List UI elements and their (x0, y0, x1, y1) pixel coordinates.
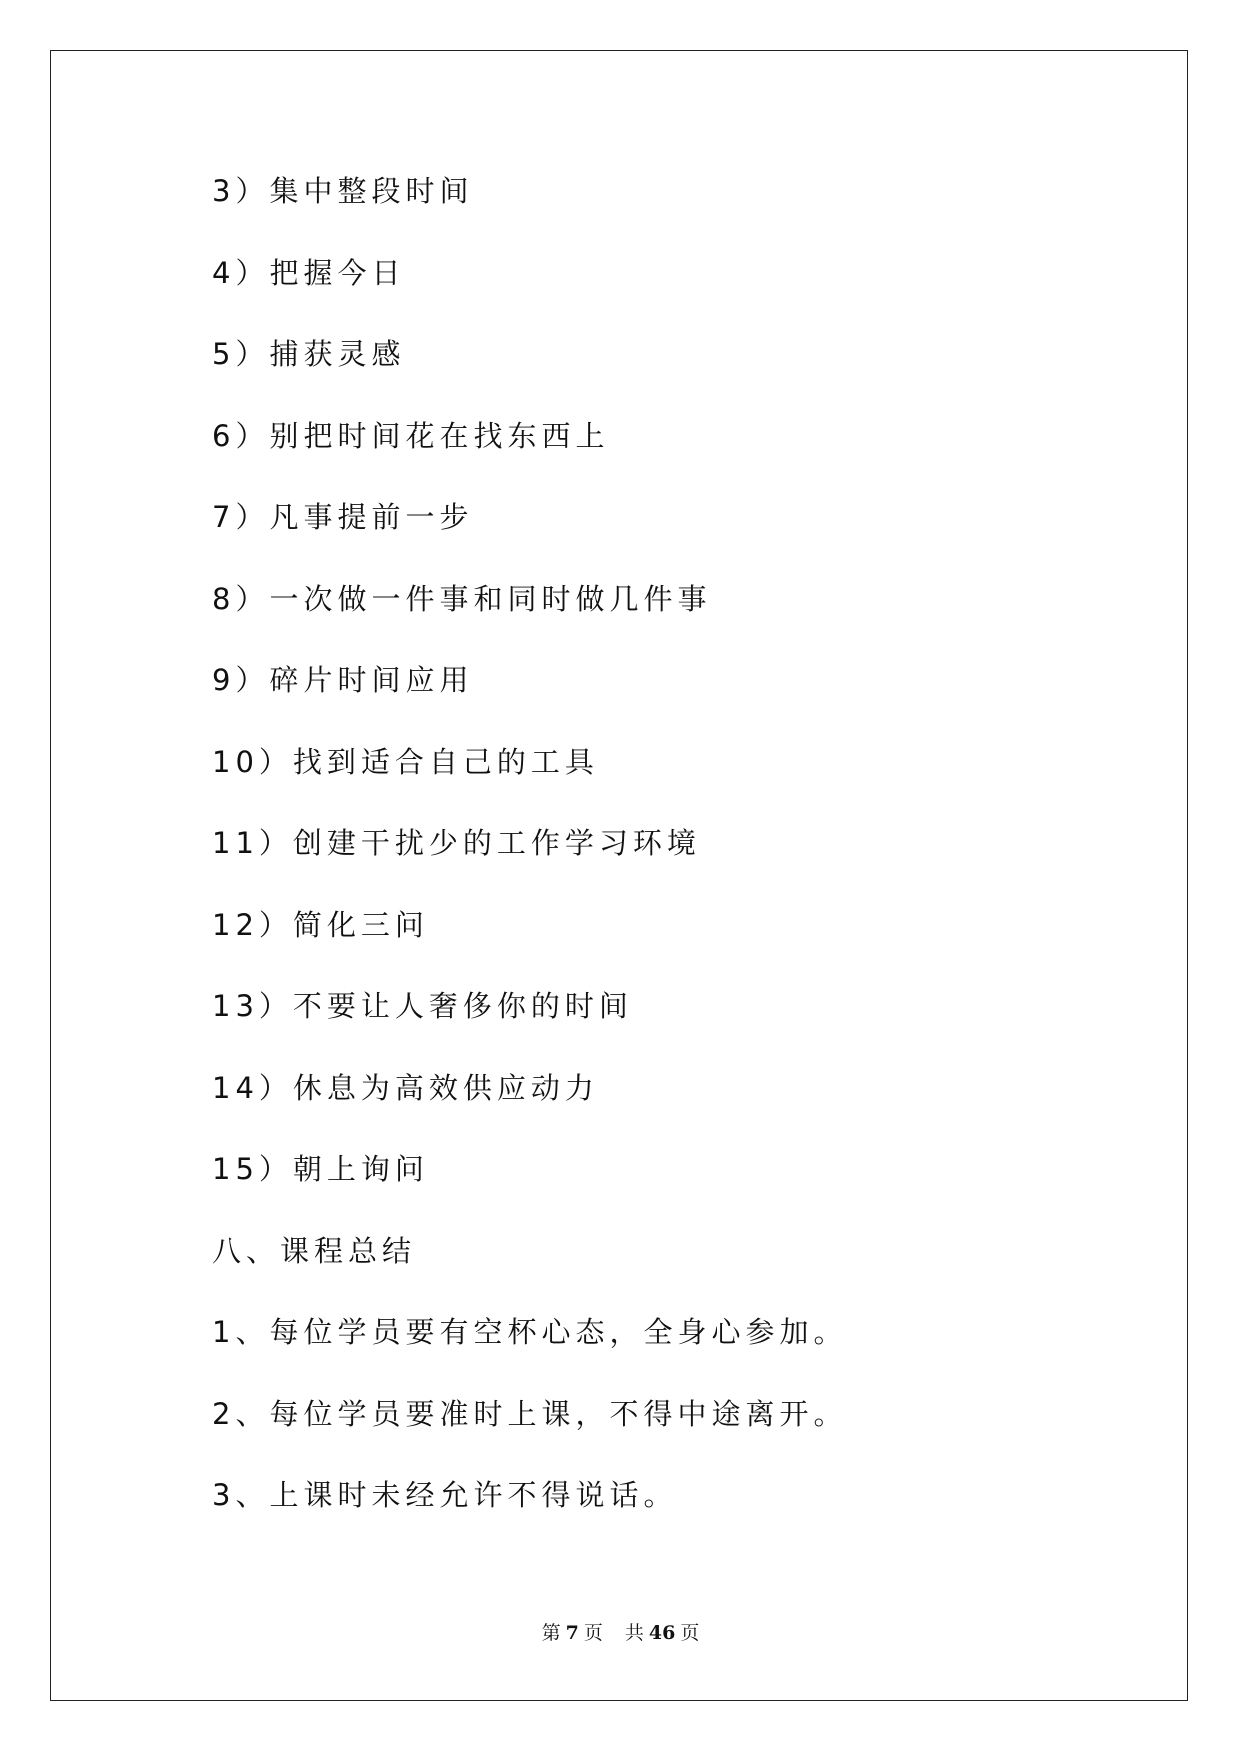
footer-total-prefix: 共 (624, 1622, 644, 1644)
list-item: 14）休息为高效供应动力 (212, 1070, 599, 1105)
footer-prefix: 第 (541, 1622, 561, 1644)
list-item: 11）创建干扰少的工作学习环境 (212, 826, 701, 860)
list-item: 15）朝上询问 (212, 1152, 429, 1186)
list-item: 10）找到适合自己的工具 (212, 744, 599, 779)
list-item: 7）凡事提前一步 (212, 500, 474, 534)
list-item: 9）碎片时间应用 (212, 663, 474, 697)
list-item: 3）集中整段时间 (212, 174, 474, 208)
list-item: 5）捕获灵感 (212, 337, 406, 371)
list-item: 12）简化三问 (212, 907, 429, 942)
page-footer (0, 1618, 1241, 1645)
list-item: 2、每位学员要准时上课，不得中途离开。 (212, 1396, 848, 1431)
document-body (212, 165, 847, 1551)
current-page-number: 7 (565, 1622, 579, 1644)
footer-total-unit: 页 (680, 1622, 700, 1644)
footer-page-unit: 页 (583, 1622, 603, 1644)
list-item: 6）别把时间花在找东西上 (212, 418, 610, 453)
list-item: 3、上课时未经允许不得说话。 (212, 1478, 678, 1512)
list-item: 4）把握今日 (212, 255, 406, 290)
list-item: 1、每位学员要有空杯心态，全身心参加。 (212, 1315, 848, 1349)
total-pages-number: 46 (648, 1622, 676, 1644)
list-item: 8）一次做一件事和同时做几件事 (212, 581, 712, 616)
section-heading: 八、课程总结 (212, 1233, 417, 1268)
list-item: 13）不要让人奢侈你的时间 (212, 989, 633, 1023)
